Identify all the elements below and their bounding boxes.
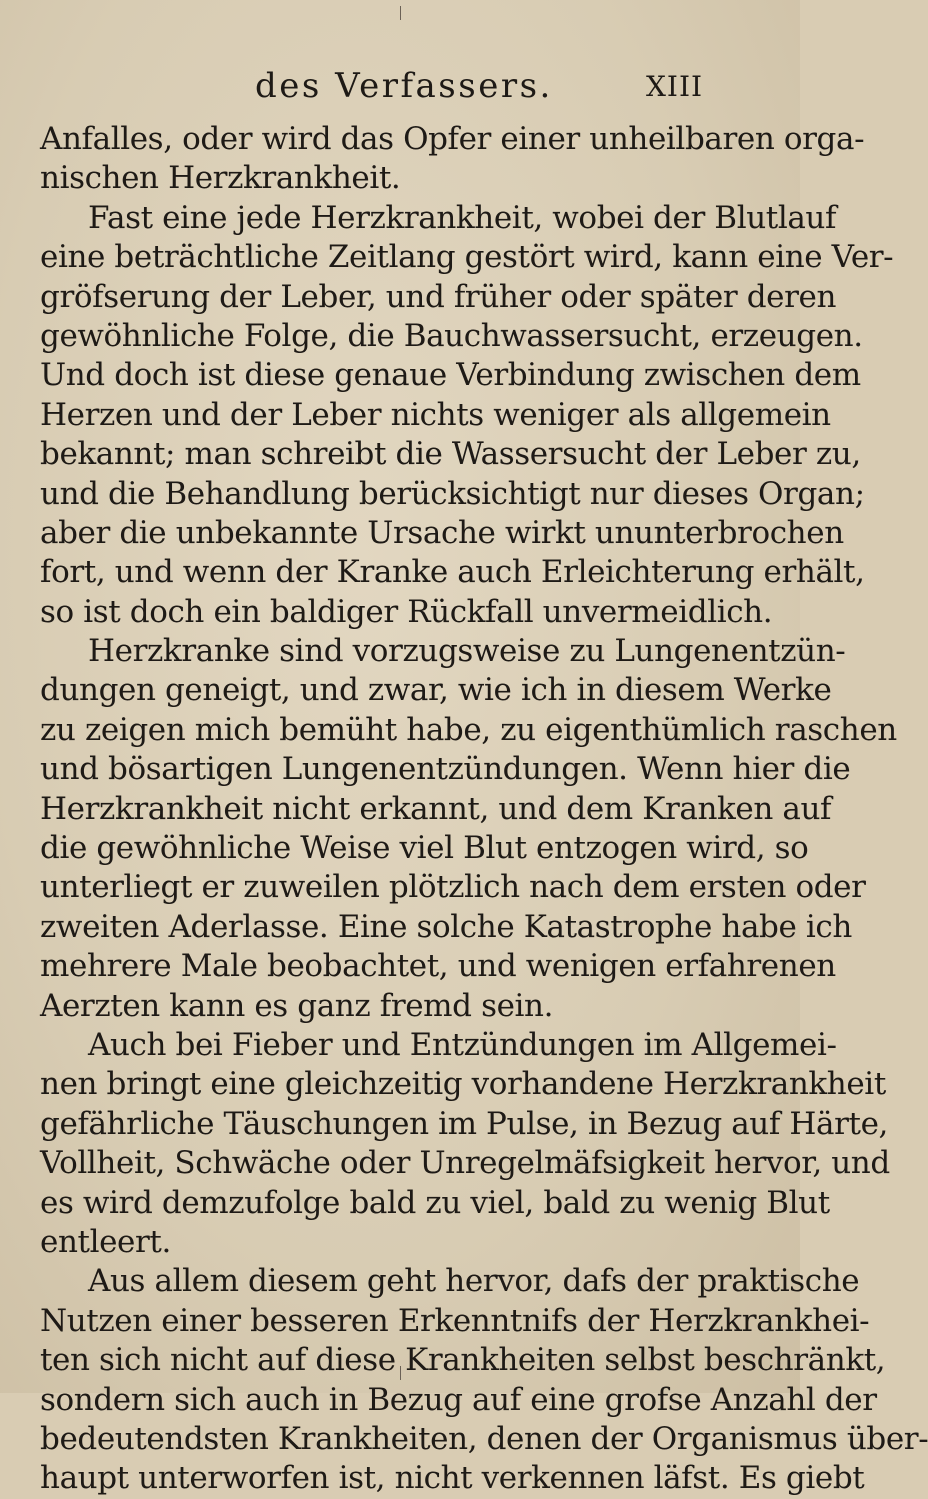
text-line: Herzkranke sind vorzugsweise zu Lungenentzün- (88, 633, 846, 670)
text-line: Fast eine jede Herzkrankheit, wobei der Blutlauf (88, 199, 837, 236)
text-line: Auch bei Fieber und Entzündungen im Allgemei- (88, 1026, 837, 1063)
text-line: unterliegt er zuweilen plötzlich nach dem ersten oder (40, 869, 866, 906)
text-line: ten sich nicht auf diese Krankheiten selbst beschränkt, (40, 1342, 886, 1379)
text-line: Und doch ist diese genaue Verbindung zwischen dem (40, 357, 861, 394)
text-line: Aerzten kann es ganz fremd sein. (40, 987, 554, 1024)
text-line: sondern sich auch in Bezug auf eine grofse Anzahl der (40, 1381, 877, 1418)
text-line: bedeutendsten Krankheiten, denen der Organismus über- (40, 1420, 928, 1457)
text-line: Herzen und der Leber nichts weniger als allgemein (40, 396, 831, 433)
text-line: es wird demzufolge bald zu viel, bald zu wenig Blut (40, 1184, 830, 1221)
text-line: entleert. (40, 1223, 171, 1260)
text-line: aber die unbekannte Ursache wirkt ununterbrochen (40, 514, 844, 551)
text-line: Anfalles, oder wird das Opfer einer unheilbaren orga- (40, 121, 865, 157)
text-line: Vollheit, Schwäche oder Unregelmäfsigkeit hervor, und (40, 1145, 890, 1182)
text-line: nischen Herzkrankheit. (40, 160, 401, 197)
running-head: des Verfassers. (255, 66, 553, 106)
text-line: Herzkrankheit nicht erkannt, und dem Kranken auf (40, 790, 832, 827)
text-line: bekannt; man schreibt die Wassersucht der Leber zu, (40, 436, 861, 473)
text-line: fort, und wenn der Kranke auch Erleichterung erhält, (40, 554, 865, 591)
page-number: XIII (646, 70, 704, 103)
page-header (0, 66, 800, 110)
print-mark (400, 6, 401, 20)
text-line: Aus allem diesem geht hervor, dafs der praktische (88, 1263, 860, 1300)
text-line: haupt unterworfen ist, nicht verkennen läfst. Es giebt (40, 1460, 865, 1497)
text-line: so ist doch ein baldiger Rückfall unvermeidlich. (40, 593, 773, 630)
text-line: gefährliche Täuschungen im Pulse, in Bezug auf Härte, (40, 1105, 888, 1142)
text-line: und bösartigen Lungenentzündungen. Wenn hier die (40, 751, 851, 788)
text-line: zweiten Aderlasse. Eine solche Katastrophe habe ich (40, 908, 852, 945)
text-line: gröfserung der Leber, und früher oder später deren (40, 278, 837, 315)
body-text (40, 120, 928, 1499)
text-line: die gewöhnliche Weise viel Blut entzogen wird, so (40, 830, 809, 867)
text-line: Nutzen einer besseren Erkenntnifs der Herzkrankhei- (40, 1302, 870, 1339)
text-line: und die Behandlung berücksichtigt nur dieses Organ; (40, 475, 865, 512)
text-line: mehrere Male beobachtet, und wenigen erfahrenen (40, 948, 836, 985)
text-line: dungen geneigt, und zwar, wie ich in diesem Werke (40, 672, 832, 709)
text-line: nen bringt eine gleichzeitig vorhandene Herzkrankheit (40, 1066, 886, 1103)
text-line: gewöhnliche Folge, die Bauchwassersucht, erzeugen. (40, 317, 863, 354)
text-line: eine beträchtliche Zeitlang gestört wird, kann eine Ver- (40, 239, 894, 276)
text-line: zu zeigen mich bemüht habe, zu eigenthümlich raschen (40, 711, 897, 748)
